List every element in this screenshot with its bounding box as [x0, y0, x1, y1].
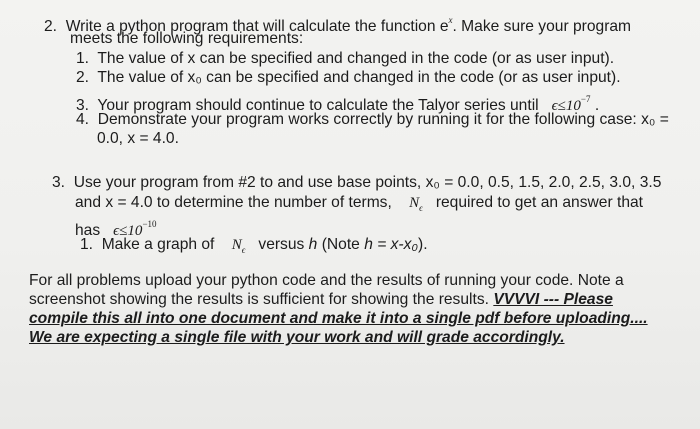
- q2-item-3-end: .: [594, 97, 600, 114]
- q2-item-3-text: Your program should continue to calculate the Talyor series until: [97, 97, 539, 114]
- q3-n-epsilon: N: [409, 195, 420, 211]
- q3-number: 3.: [52, 174, 66, 191]
- q2-item-1: [76, 50, 614, 68]
- footer-line-1: [29, 272, 624, 290]
- q2-item-4: [76, 111, 669, 129]
- q2-item-1-number: 1.: [76, 50, 90, 67]
- q3-line-1: [52, 174, 661, 192]
- q3-text-2a: and x = 4.0 to determine the number of terms,: [75, 194, 392, 211]
- footer-please: VVVVI --- Please: [493, 291, 613, 308]
- q3-text-3: has: [75, 222, 101, 239]
- footer-line-4: [29, 329, 565, 347]
- q2-item-3-number: 3.: [76, 97, 90, 114]
- q2-item-4-values: 0.0, x = 4.0.: [97, 130, 179, 147]
- footer-line-2: [29, 291, 613, 309]
- q2-item-4-cont: [97, 130, 179, 148]
- q3-line-2: [75, 194, 643, 217]
- q3-item-1-versus: versus: [258, 236, 305, 253]
- q3-text-2b: required to get an answer that: [435, 194, 643, 211]
- q2-item-1-text: The value of x can be specified and changed in the code (or as user input).: [97, 50, 615, 67]
- q2-item-4-text: Demonstrate your program works correctly by running it for the following case: x₀ =: [97, 111, 669, 128]
- q2-item-2-number: 2.: [76, 69, 90, 86]
- q2-text-a: Write a python program that will calculate the function e: [65, 18, 449, 35]
- q2-item-2-text: The value of x₀ can be specified and changed in the code (or as user input).: [97, 69, 621, 86]
- q3-item-1-text-a: Make a graph of: [101, 236, 215, 253]
- q2-item-2: [76, 69, 621, 87]
- q3-item-1-n-epsilon: N: [231, 237, 242, 253]
- q3-item-1: [80, 236, 428, 259]
- q3-item-1-note: (Note: [321, 236, 360, 253]
- q2-exponent: x: [448, 15, 453, 25]
- q2-requirements-intro: meets the following requirements:: [70, 30, 304, 47]
- q2-item-3-exponent: −7: [580, 94, 591, 104]
- footer-text-2: screenshot showing the results is sufficient for showing the results.: [29, 291, 489, 308]
- q3-item-1-equation: h = x-x₀: [364, 236, 418, 253]
- footer-single-file-instruction: We are expecting a single file with your work and will grade accordingly.: [29, 329, 565, 346]
- q2-item-4-number: 4.: [76, 111, 90, 128]
- q2-text-b: . Make sure your program: [452, 18, 632, 35]
- q3-text-1: Use your program from #2 to and use base points, x₀ = 0.0, 0.5, 1.5, 2.0, 2.5, 3.0, 3.5: [73, 174, 662, 191]
- footer-text-1: For all problems upload your python code and the results of running your code. Note a: [29, 272, 624, 289]
- q3-tolerance: ϵ≤10: [113, 223, 143, 239]
- q2-line-2: [70, 30, 303, 48]
- footer-compile-instruction: compile this all into one document and make it into a single pdf before uploading....: [29, 310, 648, 327]
- q2-item-3-math: ϵ≤10: [551, 98, 581, 114]
- footer-line-3: [29, 310, 648, 328]
- q3-item-1-end: ).: [418, 236, 428, 253]
- q2-number: 2.: [44, 18, 58, 35]
- q3-item-1-h: h: [308, 236, 318, 253]
- q3-tolerance-exponent: −10: [142, 219, 157, 229]
- q3-item-1-n-epsilon-sub: ϵ: [241, 245, 246, 255]
- q3-item-1-number: 1.: [80, 236, 94, 253]
- q3-n-epsilon-sub: ϵ: [419, 203, 423, 213]
